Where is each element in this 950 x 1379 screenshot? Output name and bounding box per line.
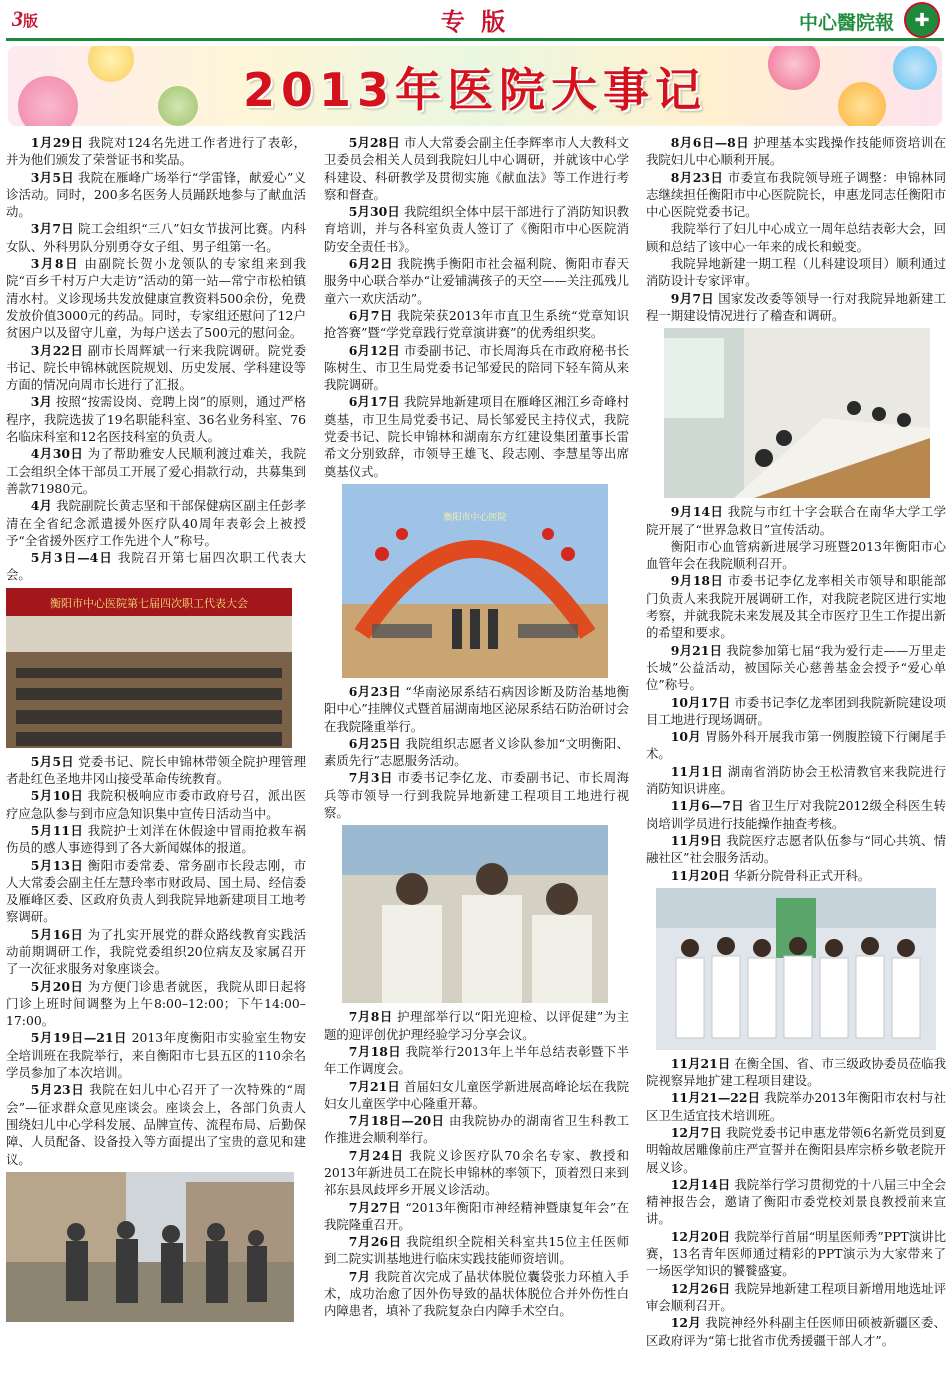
event-entry: [324, 1268, 629, 1320]
banner-caption: 衡阳市中心医院第七届四次职工代表大会: [50, 596, 248, 610]
event-date: 3月7日: [30, 221, 74, 237]
event-text: 我院召开第七届四次职工代表大会。: [6, 550, 306, 583]
event-date: 7月26日: [348, 1234, 402, 1250]
event-text: 按照“按需设岗、竞聘上岗”的原则，通过严格程序，我院选拔了19名职能科室、36名业务科室、76名临床科室和12名医技科室的负责人。: [6, 394, 306, 445]
event-entry: [646, 832, 946, 867]
event-text: 我院异地新建项目在雁峰区湘江乡奇峰村奠基，市卫生局党委书记、局长邹爱民主持仪式，我院党委书记、院长申锦林和湖南东方红建设集团董事长雷希文分别致辞，市领导王雄飞、段志刚、李慧星等出席奠基仪式。: [324, 394, 629, 479]
event-text: 由副院长贺小龙领队的专家组来到我院“百乡千村万户大走访”活动的第一站—常宁市松柏镇清水村。义诊现场共发放健康宣教资料500余份，免费发放价值3000元的药品。同时，专家组还慰问了12户贫困户以及留守儿童，为每户送去了500元的慰问金。: [6, 256, 306, 341]
event-text: 我院组织志愿者义诊队参加“文明衡阳、素质先行”志愿服务活动。: [324, 735, 629, 769]
event-date: 7月24日: [348, 1147, 405, 1163]
event-date: 6月2日: [348, 256, 393, 272]
event-text: 党委书记、院长申锦林带领全院护理管理者赴红色圣地井冈山接受革命传统教育。: [6, 753, 306, 787]
event-text: 在衡全国、省、市三级政协委员莅临我院视察异地扩建工程项目建设。: [646, 1055, 946, 1089]
event-text: 我院组织全体中层干部进行了消防知识教育培训，并与各科室负责人签订了《衡阳市中心医院消防安全责任书》。: [324, 204, 629, 254]
event-entry: [6, 549, 306, 584]
event-entry: [324, 769, 629, 821]
event-date: 5月30日: [348, 204, 400, 220]
event-entry: [646, 763, 946, 798]
event-entry: [646, 134, 946, 169]
events-col1: [6, 134, 306, 584]
newspaper-name: 中心醫院報: [798, 12, 894, 34]
event-entry: [324, 1199, 629, 1234]
event-date: 12月: [670, 1315, 702, 1331]
event-entry: [646, 1124, 946, 1176]
leaders-visit-image: [342, 825, 608, 1003]
event-text: 首届妇女儿童医学新进展高峰论坛在我院妇女儿童医学中心隆重开幕。: [324, 1078, 629, 1111]
events-col3c: [646, 1055, 946, 1349]
event-entry: [646, 797, 946, 832]
event-text: 我院护士刘洋在休假途中冒雨抢救车祸伤员的感人事迹得到了各大新闻媒体的报道。: [6, 822, 306, 856]
event-entry: [6, 255, 306, 341]
event-text: 我院异地新建一期工程（儿科建设项目）顺利通过消防设计专家评审。: [646, 256, 946, 289]
event-entry: [324, 134, 629, 203]
event-date: 8月6日—8日: [670, 135, 750, 150]
event-text: 我院神经外科副主任医师田硕被新疆区委、区政府评为“第七批省市优秀援疆干部人才”。: [646, 1315, 946, 1348]
title-banner: [8, 46, 942, 126]
event-text: 市委宣布我院领导班子调整：申锦林同志继续担任衡阳市中心医院院长，申惠龙同志任衡阳市中心医院党委书记。: [646, 169, 946, 220]
event-entry: [324, 342, 629, 394]
event-entry: [646, 1314, 946, 1349]
event-text: 我院异地新建工程项目新增用地选址评审会顺利召开。: [646, 1280, 946, 1313]
event-entry: [646, 503, 946, 538]
photo-groundbreaking: [324, 484, 629, 678]
event-entry: [324, 1078, 629, 1113]
event-text: “华南泌尿系结石病因诊断及防治基地衡阳中心”挂牌仪式暨首届湖南地区泌尿系结石防治研讨会在我院隆重举行。: [324, 683, 629, 734]
event-date: 7月3日: [348, 770, 393, 786]
event-entry: [646, 728, 946, 763]
event-text: 我院医疗志愿者队伍参与“同心共筑、情融社区”社会服务活动。: [646, 832, 946, 866]
event-date: 3月8日: [30, 256, 80, 272]
event-text: 我院参加第七届“我为爱行走——万里走长城”公益活动，被国际关心慈善基金会授予“爱心单位”称号。: [646, 642, 946, 693]
event-date: 12月14日: [670, 1176, 731, 1192]
event-text: 我院举办2013年衡阳市农村与社区卫生适宜技术培训班。: [646, 1090, 946, 1123]
event-entry: [324, 1112, 629, 1147]
event-date: 4月: [30, 498, 53, 514]
event-date: 12月20日: [670, 1228, 731, 1244]
photo-leaders-visit: [324, 825, 629, 1003]
event-date: 6月12日: [348, 342, 400, 358]
event-date: 11月6—7日: [670, 798, 744, 814]
events-col2b: [324, 683, 629, 821]
event-text: 为了扎实开展党的群众路线教育实践活动前期调研工作，我院党委组织20位病友及家属召开了一次征求服务对象座谈会。: [6, 926, 306, 977]
event-entry: [6, 753, 306, 788]
column-3: [646, 134, 946, 1349]
event-date: 5月28日: [348, 135, 400, 150]
event-text: 市委书记李亿龙率团到我院新院建设项目工地进行现场调研。: [646, 694, 946, 727]
event-date: 5月10日: [30, 788, 84, 804]
event-date: 8月23日: [670, 169, 724, 185]
event-text: 市委副书记、市长周海兵在市政府秘书长陈树生、市卫生局党委书记邹爱民的陪同下轻车简从来我院调研。: [324, 342, 629, 393]
event-entry: [6, 134, 306, 169]
groundbreaking-image: [342, 484, 608, 678]
masthead: [0, 0, 950, 40]
event-date: 5月5日: [30, 753, 74, 769]
photo-site-inspection: [6, 1172, 306, 1322]
event-text: 为了帮助雅安人民顺利渡过难关，我院工会组织全体干部员工开展了爱心捐款行动，共募集到善款71980元。: [6, 446, 306, 496]
event-text: 市委书记李亿龙、市委副书记、市长周海兵等市领导一行到我院异地新建工程项目工地进行视察。: [324, 770, 629, 821]
event-date: 11月21—22日: [670, 1090, 761, 1106]
event-entry: [6, 1081, 306, 1167]
events-col3b: [646, 503, 946, 884]
event-text: 我院在雁峰广场举行“学雷锋，献爱心”义诊活动。同时，200多名医务人员踊跃地参与了献血活动。: [6, 169, 306, 220]
event-entry: [324, 307, 629, 342]
event-text: “2013年衡阳市神经精神暨康复年会”在我院隆重召开。: [324, 1199, 629, 1232]
event-text: 院工会组织“三八”妇女节拔河比赛。内科女队、外科男队分别勇夺女子组、男子组第一名。: [6, 221, 306, 254]
events-col2c: [324, 1008, 629, 1319]
column-2: [324, 134, 629, 1320]
event-date: 7月21日: [348, 1078, 400, 1094]
event-date: 1月29日: [30, 135, 84, 150]
event-entry: [646, 538, 946, 573]
event-date: 3月5日: [30, 169, 74, 185]
event-entry: [324, 1043, 629, 1078]
event-date: 7月18日—20日: [348, 1113, 445, 1129]
event-entry: [6, 445, 306, 497]
event-entry: [646, 1089, 946, 1124]
event-entry: [6, 393, 306, 445]
event-entry: [324, 735, 629, 770]
event-date: 11月21日: [670, 1055, 731, 1071]
events-col1b: [6, 753, 306, 1168]
event-date: 6月17日: [348, 394, 400, 410]
event-date: 3月22日: [30, 342, 84, 358]
event-date: 11月1日: [670, 763, 724, 779]
event-text: 我院与市红十字会联合在南华大学工学院开展了“世界急救日”宣传活动。: [646, 504, 946, 537]
event-date: 5月13日: [30, 857, 84, 873]
event-entry: [646, 1176, 946, 1228]
event-entry: [646, 572, 946, 641]
event-date: 6月25日: [348, 735, 402, 751]
event-text: 我院组织全院相关科室共15位主任医师到二院实训基地进行临床实践技能师资培训。: [324, 1234, 629, 1267]
event-entry: [646, 867, 946, 884]
event-entry: [646, 1280, 946, 1315]
event-date: 6月7日: [348, 307, 393, 323]
event-text: 我院党委书记申惠龙带领6名新党员到夏明翰故居雕像前庄严宣誓并在衡阳县库宗桥乡敬老院开展义诊。: [646, 1124, 946, 1175]
event-date: 5月3日—4日: [30, 550, 113, 566]
event-text: 我院副院长黄志坚和干部保健病区副主任彭孝清在全省纪念派遣援外医疗队40周年表彰会上被授予“全省援外医疗工作先进个人”称号。: [6, 498, 306, 548]
event-text: 国家发改委等领导一行对我院异地新建工程一期建设情况进行了稽查和调研。: [646, 290, 946, 323]
event-entry: [6, 220, 306, 255]
event-date: 5月19日—21日: [30, 1030, 128, 1046]
event-entry: [6, 1029, 306, 1081]
event-text: 湖南省消防协会王松清教官来我院进行消防知识讲座。: [646, 763, 946, 797]
events-col3: [646, 134, 946, 324]
arch-banner: 衡阳市中心医院: [443, 512, 507, 523]
event-entry: [646, 1055, 946, 1090]
event-date: 3月: [30, 394, 52, 410]
event-entry: [646, 169, 946, 221]
event-entry: [324, 1233, 629, 1268]
event-text: 市委书记李亿龙率相关市领导和职能部门负责人来我院开展调研工作，对我院老院区进行实地考察，并就我院未来发展及其全市医疗卫生工作提出新的希望和要求。: [646, 573, 946, 641]
meeting-room-image: [664, 328, 930, 498]
event-date: 7月: [348, 1268, 371, 1284]
event-date: 12月7日: [670, 1124, 722, 1140]
event-text: 我院义诊医疗队70余名专家、教授和2013年新进员工在院长申锦林的率领下，顶着烈日来到祁东县凤歧坪乡开展义诊活动。: [324, 1147, 629, 1198]
event-text: 副市长周辉斌一行来我院调研。院党委书记、院长申锦林就医院规划、历史发展、学科建设等方面的情况向周市长进行了汇报。: [6, 342, 306, 393]
event-date: 9月18日: [670, 573, 724, 589]
event-entry: [646, 290, 946, 325]
event-date: 4月30日: [30, 446, 84, 462]
event-date: 7月18日: [348, 1043, 402, 1059]
main-title: 2013年医院大事记: [242, 63, 708, 117]
event-entry: [324, 1008, 629, 1043]
event-text: 华新分院骨科正式开科。: [734, 867, 871, 883]
event-text: 我院对124名先进工作者进行了表彰，并为他们颁发了荣誉证书和奖品。: [6, 135, 306, 168]
event-text: 我院积极响应市委市政府号召，派出医疗应急队参与到市应急知识集中宣传日活动当中。: [6, 788, 306, 821]
site-inspection-image: [6, 1172, 294, 1322]
event-entry: [6, 857, 306, 926]
event-text: 省卫生厅对我院2012级全科医生转岗培训学员进行技能操作抽查考核。: [646, 798, 946, 831]
event-date: 5月20日: [30, 978, 84, 994]
event-text: 我院举行了妇儿中心成立一周年总结表彰大会，回顾和总结了该中心一年来的成长和蜕变。: [646, 221, 946, 254]
event-entry: [6, 978, 306, 1030]
header-rule: [6, 38, 944, 41]
event-date: 5月23日: [30, 1082, 85, 1098]
event-entry: [6, 926, 306, 978]
event-text: 我院首次完成了晶状体脱位囊袋张力环植入手术，成功治愈了因外伤导致的晶状体脱位合并外伤性白内障患者，填补了我院复杂白内障手术空白。: [324, 1268, 629, 1319]
page-number: 3版: [12, 6, 39, 31]
section-title: 专 版: [440, 8, 510, 36]
hospital-logo-icon: ✚: [904, 2, 940, 38]
event-entry: [646, 220, 946, 255]
event-entry: [324, 1147, 629, 1199]
event-entry: [324, 393, 629, 479]
event-date: 6月23日: [348, 683, 402, 699]
event-text: 护理基本实践操作技能师资培训在我院妇儿中心顺利开展。: [646, 135, 946, 168]
event-entry: [646, 642, 946, 694]
event-date: 9月7日: [670, 290, 714, 306]
event-entry: [6, 787, 306, 822]
event-text: 我院荣获2013年市直卫生系统“党章知识抢答赛”暨“学党章践行党章演讲赛”的优秀组织奖。: [324, 307, 629, 341]
event-entry: [646, 694, 946, 729]
event-text: 我院携手衡阳市社会福利院、衡阳市春天服务中心联合举办“让爱铺满孩子的天空——关注孤残儿童六一欢庆活动”。: [324, 256, 629, 306]
photo-orthopedics-team: [646, 888, 946, 1050]
event-text: 我院在妇儿中心召开了一次特殊的“周会”—征求群众意见座谈会。座谈会上，各部门负责人围绕妇儿中心学科发展、品牌宣传、流程布局、后勤保障、人员配备、设备投入等方面提出了宝贵的意见和建议。: [6, 1082, 306, 1167]
event-text: 护理部举行以“阳光迎检、以评促建”为主题的迎评创优护理经验学习分享会议。: [324, 1009, 629, 1042]
event-date: 10月17日: [670, 694, 731, 710]
event-entry: [324, 683, 629, 735]
event-text: 衡阳市心血管病新进展学习班暨2013年衡阳市心血管年会在我院顺利召开。: [646, 538, 946, 572]
event-entry: [646, 1228, 946, 1280]
column-1: [6, 134, 306, 1327]
event-text: 由我院协办的湖南省卫生科教工作推进会顺利举行。: [324, 1113, 629, 1146]
event-date: 11月9日: [670, 832, 723, 848]
event-text: 我院举行学习贯彻党的十八届三中全会精神报告会，邀请了衡阳市委党校刘景良教授前来宣讲。: [646, 1176, 946, 1227]
event-text: 2013年度衡阳市实验室生物安全培训班在我院举行，来自衡阳市七县五区的110余名学员参加了本次培训。: [6, 1030, 306, 1081]
event-date: 11月20日: [670, 867, 731, 883]
event-text: 我院举行首届“明星医师秀”PPT演讲比赛，13名青年医师通过精彩的PPT演示为大家带来了一场医学知识的饕餮盛宴。: [646, 1228, 946, 1279]
event-text: 胃肠外科开展我市第一例腹腔镜下行阑尾手术。: [646, 729, 946, 762]
event-date: 12月26日: [670, 1280, 731, 1296]
event-entry: [6, 822, 306, 857]
event-entry: [324, 255, 629, 307]
event-entry: [6, 342, 306, 394]
event-date: 10月: [670, 729, 702, 745]
event-text: 我院举行2013年上半年总结表彰暨下半年工作调度会。: [324, 1043, 629, 1077]
event-date: 5月16日: [30, 926, 84, 942]
event-date: 5月11日: [30, 822, 84, 838]
orthopedics-team-image: [656, 888, 936, 1050]
event-date: 9月21日: [670, 642, 723, 658]
event-date: 7月27日: [348, 1199, 402, 1215]
event-text: 市人大常委会副主任李辉率市人大教科文卫委员会相关人员到我院妇儿中心调研，并就该中心学科建设、科研教学及贯彻实施《献血法》等工作进行考察和督查。: [324, 135, 629, 202]
event-date: 9月14日: [670, 504, 724, 520]
staff-congress-image: [6, 588, 292, 748]
event-entry: [6, 169, 306, 221]
event-entry: [324, 203, 629, 255]
event-entry: [6, 497, 306, 549]
events-col2: [324, 134, 629, 480]
event-entry: [646, 255, 946, 290]
event-text: 衡阳市委常委、常务副市长段志刚，市人大常委会副主任左慧玲率市财政局、国土局、经信委及雁峰区委、区政府负责人到我院异地新建项目工地考察调研。: [6, 857, 306, 925]
event-text: 为方便门诊患者就医，我院从即日起将门诊上班时间调整为上午8:00–12:00；下午14:00–17:00。: [6, 978, 306, 1029]
photo-staff-congress: [6, 588, 306, 748]
event-date: 7月8日: [348, 1009, 393, 1025]
photo-meeting: [646, 328, 946, 498]
